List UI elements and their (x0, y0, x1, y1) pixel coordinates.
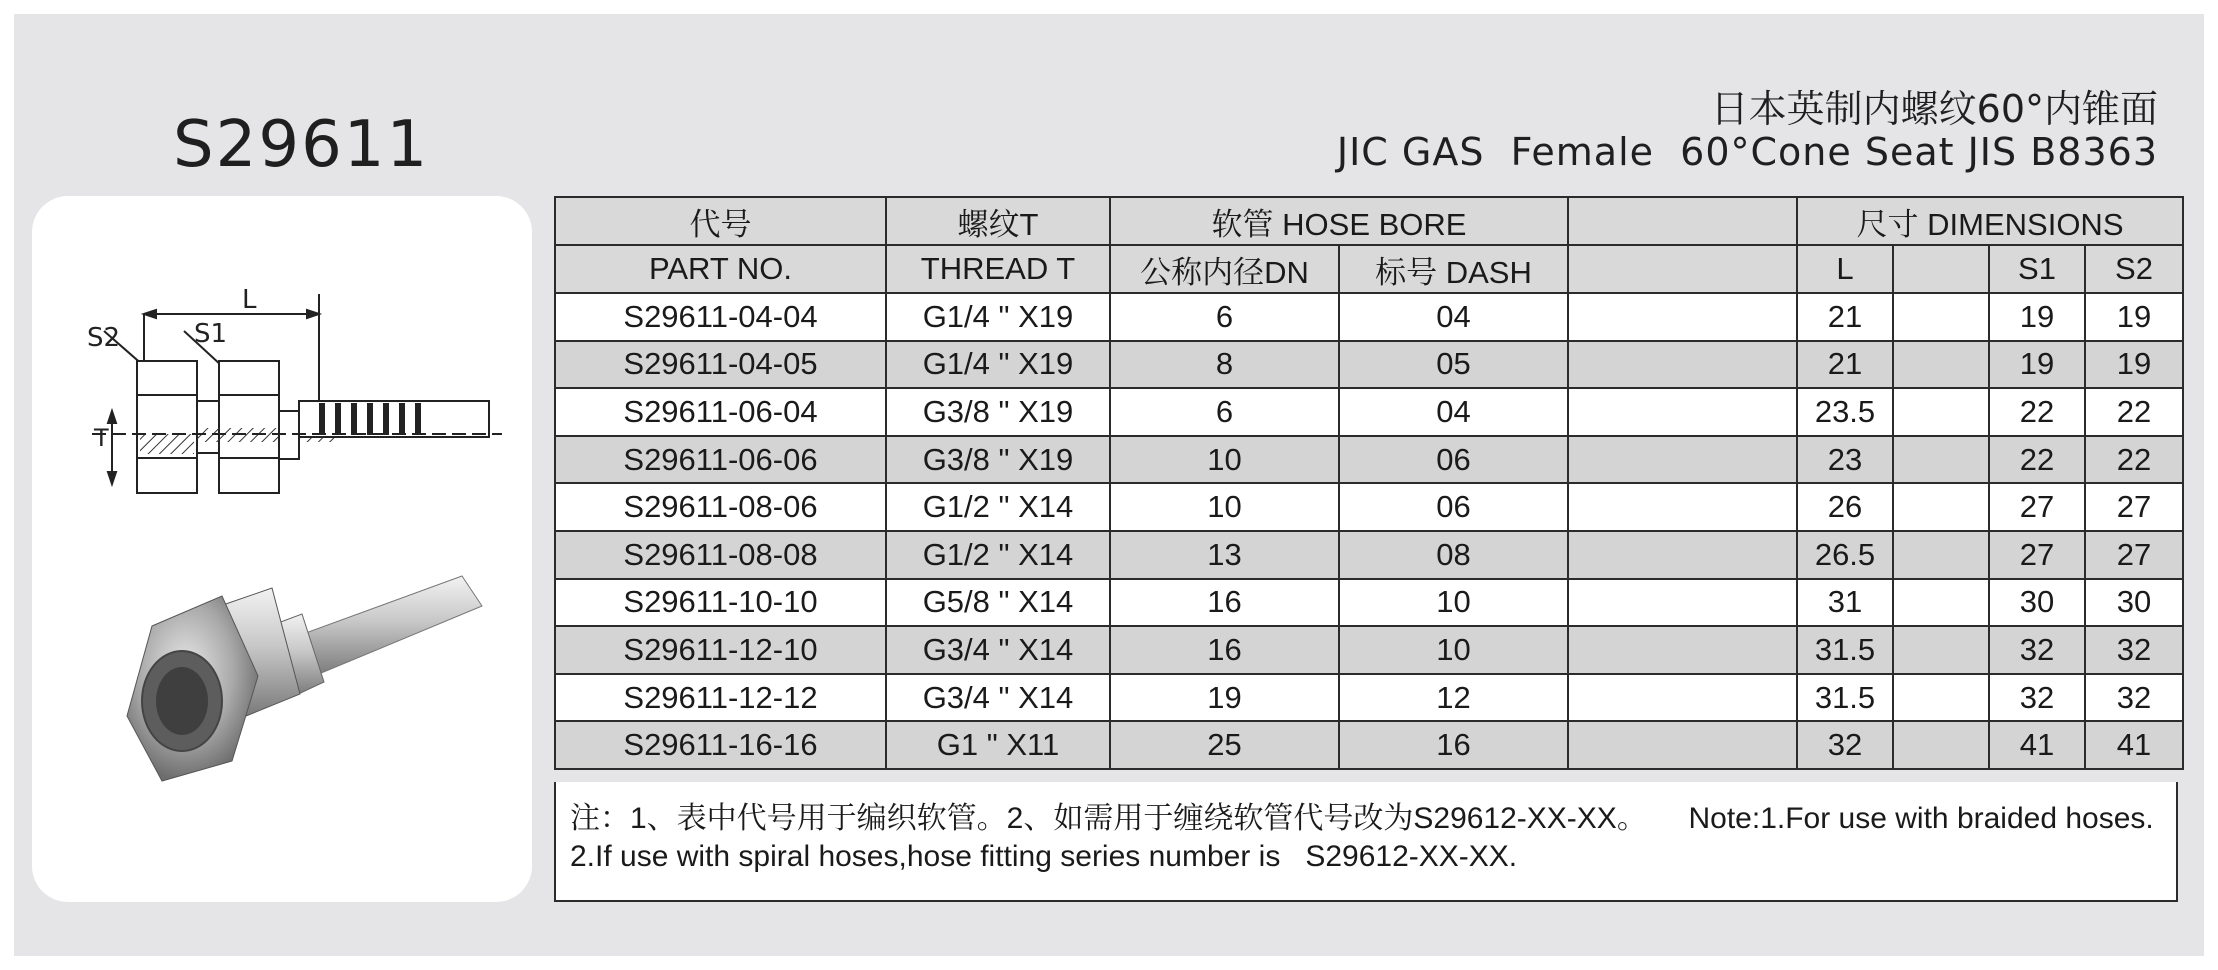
cell-l: 32 (1797, 721, 1893, 769)
cell-blank (1568, 721, 1797, 769)
cell-s2: 32 (2085, 626, 2183, 674)
cell-part-no: S29611-04-04 (555, 293, 886, 341)
table-header-row-1 (555, 197, 2183, 245)
cell-s2: 32 (2085, 674, 2183, 722)
cell-blank (1893, 293, 1989, 341)
cell-blank (1568, 388, 1797, 436)
cell-s2: 19 (2085, 341, 2183, 389)
header-blank (1568, 197, 1797, 245)
cell-blank (1568, 436, 1797, 484)
drawing-label-t: T (94, 424, 109, 452)
table-row (555, 483, 2183, 531)
cell-thread: G3/8 " X19 (886, 436, 1110, 484)
drawing-label-s2: S2 (87, 323, 121, 353)
header-s1: S1 (1989, 245, 2085, 293)
cell-dn: 19 (1110, 674, 1339, 722)
table-row (555, 341, 2183, 389)
cell-l: 23.5 (1797, 388, 1893, 436)
technical-drawing (92, 294, 502, 493)
cell-s2: 22 (2085, 388, 2183, 436)
cell-dn: 10 (1110, 436, 1339, 484)
cell-s2: 27 (2085, 531, 2183, 579)
cell-dash: 16 (1339, 721, 1568, 769)
cell-s2: 22 (2085, 436, 2183, 484)
cell-l: 31.5 (1797, 626, 1893, 674)
product-illustration (32, 196, 532, 902)
table-row (555, 674, 2183, 722)
cell-blank (1568, 579, 1797, 627)
cell-l: 26.5 (1797, 531, 1893, 579)
cell-dash: 10 (1339, 626, 1568, 674)
cell-s1: 27 (1989, 483, 2085, 531)
cell-s1: 22 (1989, 388, 2085, 436)
usage-note-text: 注：1、表中代号用于编织软管。2、如需用于缠绕软管代号改为S29612-XX-XX。 Note:1.For use with braided hoses. 2.If use with spiral hoses,hose fitting series number is S29612-XX-XX. (570, 802, 2171, 873)
cell-dn: 16 (1110, 626, 1339, 674)
cell-l: 31.5 (1797, 674, 1893, 722)
cell-blank (1893, 436, 1989, 484)
cell-blank (1568, 293, 1797, 341)
cell-blank (1568, 626, 1797, 674)
cell-s1: 19 (1989, 293, 2085, 341)
cell-part-no: S29611-08-08 (555, 531, 886, 579)
cell-blank (1893, 341, 1989, 389)
cell-blank (1893, 626, 1989, 674)
cell-dn: 8 (1110, 341, 1339, 389)
cell-blank (1893, 721, 1989, 769)
product-image-card (32, 196, 532, 902)
cell-dn: 25 (1110, 721, 1339, 769)
cell-thread: G5/8 " X14 (886, 579, 1110, 627)
cell-part-no: S29611-06-06 (555, 436, 886, 484)
cell-s1: 27 (1989, 531, 2085, 579)
cell-l: 23 (1797, 436, 1893, 484)
header-blank (1568, 245, 1797, 293)
cell-dash: 06 (1339, 436, 1568, 484)
dimension-table (554, 196, 2184, 770)
cell-thread: G1/4 " X19 (886, 293, 1110, 341)
cell-thread: G1/2 " X14 (886, 483, 1110, 531)
cell-part-no: S29611-12-12 (555, 674, 886, 722)
cell-part-no: S29611-10-10 (555, 579, 886, 627)
usage-note (554, 782, 2178, 902)
cell-s1: 30 (1989, 579, 2085, 627)
cell-s2: 27 (2085, 483, 2183, 531)
cell-thread: G1/2 " X14 (886, 531, 1110, 579)
cell-blank (1893, 674, 1989, 722)
header-blank-2 (1893, 245, 1989, 293)
cell-blank (1893, 579, 1989, 627)
table-row (555, 531, 2183, 579)
cell-part-no: S29611-04-05 (555, 341, 886, 389)
table-row (555, 436, 2183, 484)
cell-s1: 41 (1989, 721, 2085, 769)
cell-thread: G3/4 " X14 (886, 674, 1110, 722)
header-part-zh: 代号 (555, 197, 886, 245)
cell-part-no: S29611-08-06 (555, 483, 886, 531)
cell-l: 21 (1797, 341, 1893, 389)
cell-part-no: S29611-06-04 (555, 388, 886, 436)
cell-blank (1893, 483, 1989, 531)
cell-thread: G3/4 " X14 (886, 626, 1110, 674)
cell-l: 31 (1797, 579, 1893, 627)
table-header-row-2 (555, 245, 2183, 293)
cell-s1: 32 (1989, 626, 2085, 674)
header-dn: 公称内径DN (1110, 245, 1339, 293)
cell-dn: 6 (1110, 388, 1339, 436)
cell-blank (1893, 531, 1989, 579)
cell-s2: 19 (2085, 293, 2183, 341)
title-english: JIC GAS Female 60°Cone Seat JIS B8363 (1336, 130, 2158, 174)
cell-thread: G3/8 " X19 (886, 388, 1110, 436)
cell-part-no: S29611-16-16 (555, 721, 886, 769)
cell-l: 21 (1797, 293, 1893, 341)
cell-dash: 10 (1339, 579, 1568, 627)
cell-blank (1893, 388, 1989, 436)
title-chinese: 日本英制内螺纹60°内锥面 (1710, 87, 2158, 131)
cell-l: 26 (1797, 483, 1893, 531)
table-row (555, 293, 2183, 341)
cell-dn: 13 (1110, 531, 1339, 579)
cell-dn: 6 (1110, 293, 1339, 341)
cell-blank (1568, 531, 1797, 579)
cell-dn: 10 (1110, 483, 1339, 531)
table-row (555, 579, 2183, 627)
cell-s2: 41 (2085, 721, 2183, 769)
cell-s1: 32 (1989, 674, 2085, 722)
cell-part-no: S29611-12-10 (555, 626, 886, 674)
cell-dash: 06 (1339, 483, 1568, 531)
table-row (555, 626, 2183, 674)
header-dash: 标号 DASH (1339, 245, 1568, 293)
cell-dash: 04 (1339, 388, 1568, 436)
cell-blank (1568, 483, 1797, 531)
cell-thread: G1/4 " X19 (886, 341, 1110, 389)
cell-dash: 12 (1339, 674, 1568, 722)
header-hose-bore: 软管 HOSE BORE (1110, 197, 1568, 245)
table-row (555, 388, 2183, 436)
cell-s1: 22 (1989, 436, 2085, 484)
cell-s2: 30 (2085, 579, 2183, 627)
cell-dash: 04 (1339, 293, 1568, 341)
cell-thread: G1 " X11 (886, 721, 1110, 769)
fitting-photo (127, 576, 482, 781)
header-thread-t: THREAD T (886, 245, 1110, 293)
cell-dn: 16 (1110, 579, 1339, 627)
drawing-label-s1: S1 (194, 319, 228, 349)
cell-blank (1568, 341, 1797, 389)
cell-dash: 08 (1339, 531, 1568, 579)
cell-blank (1568, 674, 1797, 722)
part-code: S29611 (173, 108, 430, 182)
header-thread-zh: 螺纹T (886, 197, 1110, 245)
header-dimensions: 尺寸 DIMENSIONS (1797, 197, 2183, 245)
cell-s1: 19 (1989, 341, 2085, 389)
cell-dash: 05 (1339, 341, 1568, 389)
table-row (555, 721, 2183, 769)
header-l: L (1797, 245, 1893, 293)
header-part-no: PART NO. (555, 245, 886, 293)
drawing-label-l: L (242, 285, 257, 315)
header-s2: S2 (2085, 245, 2183, 293)
